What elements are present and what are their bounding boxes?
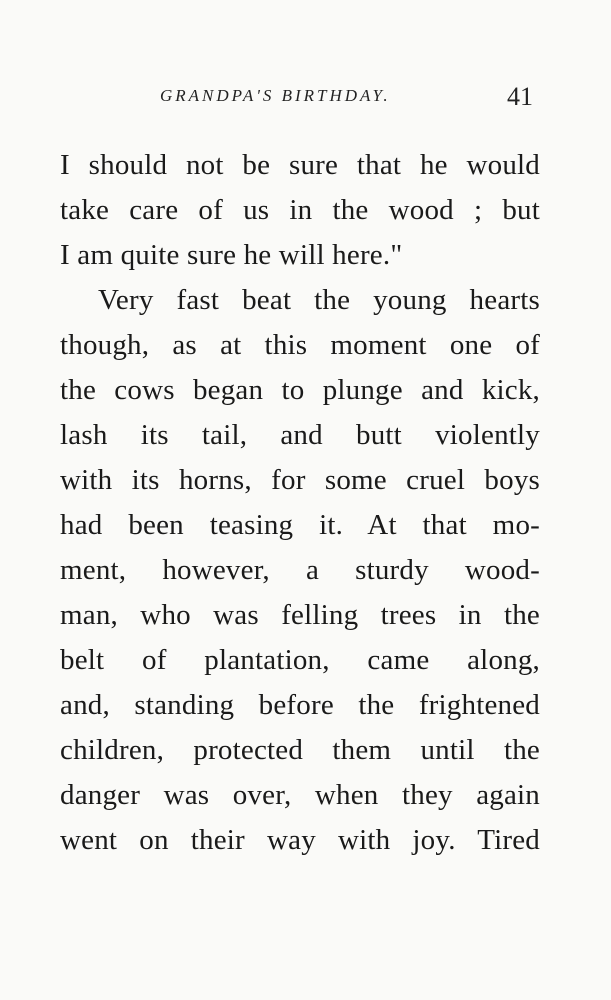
text-line: danger was over, when they again	[60, 779, 540, 811]
text-line: I am quite sure he will here."	[60, 239, 403, 271]
body-text	[60, 143, 540, 863]
text-line: man, who was felling trees in the	[60, 599, 540, 631]
text-line: with its horns, for some cruel boys	[60, 464, 540, 496]
page-number: 41	[507, 82, 533, 111]
text-line: had been teasing it. At that mo-	[60, 509, 540, 541]
text-line: Very fast beat the young hearts	[98, 284, 540, 316]
running-head: GRANDPA'S BIRTHDAY.	[160, 86, 391, 105]
text-line: the cows began to plunge and kick,	[60, 374, 540, 406]
text-line: ment, however, a sturdy wood-	[60, 554, 540, 586]
text-line: children, protected them until the	[60, 734, 540, 766]
text-line: and, standing before the frightened	[60, 689, 540, 721]
text-line: belt of plantation, came along,	[60, 644, 540, 676]
text-line: take care of us in the wood ; but	[60, 194, 540, 226]
text-line: lash its tail, and butt violently	[60, 419, 540, 451]
text-line: I should not be sure that he would	[60, 149, 540, 181]
text-line: went on their way with joy. Tired	[60, 824, 540, 856]
text-line: though, as at this moment one of	[60, 329, 540, 361]
